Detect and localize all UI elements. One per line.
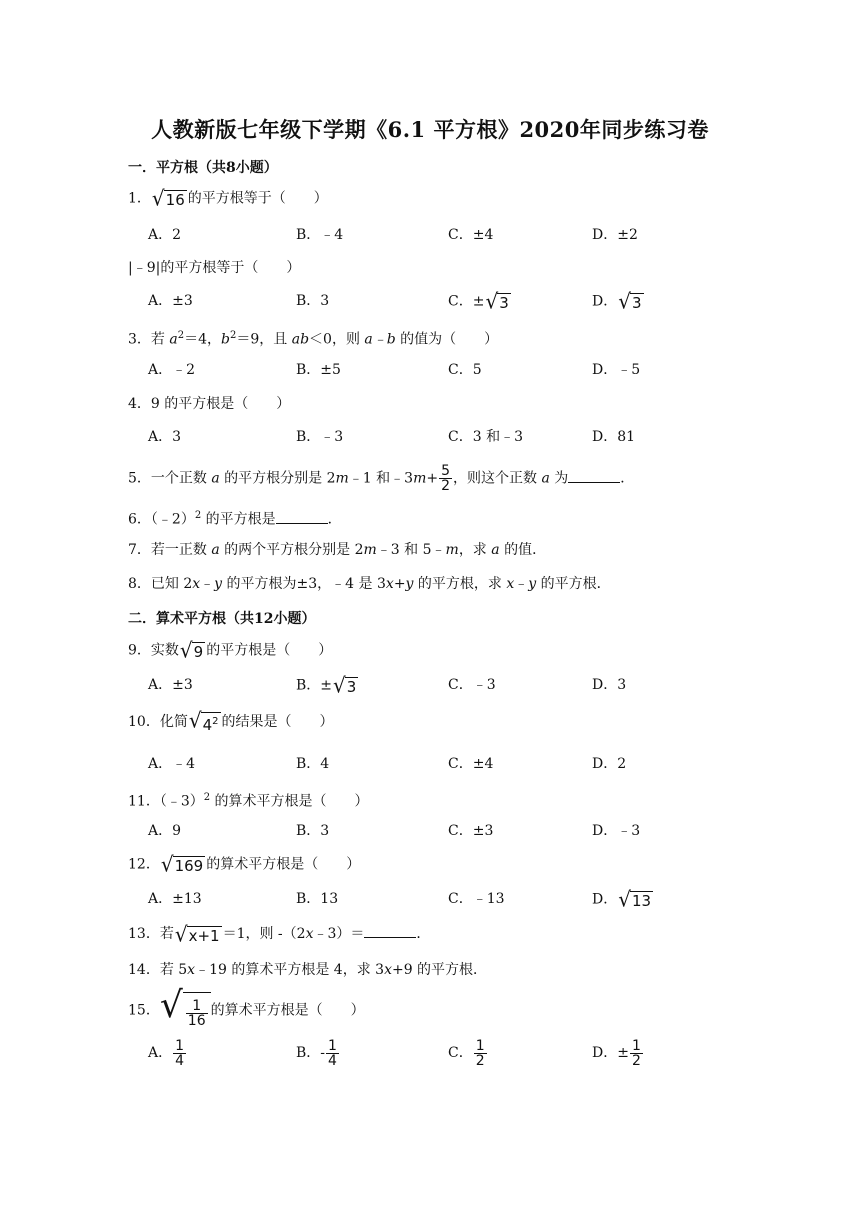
question-11-options: [148, 821, 708, 845]
question-4: 4．9 的平方根是（ ）: [128, 396, 291, 412]
sqrt-symbol: √ 3: [618, 288, 642, 314]
option-a: A．±13: [148, 891, 202, 907]
question-12-options: [148, 886, 708, 913]
question-4-options: [148, 427, 708, 451]
fraction: $\frac{1}{2}$: [631, 1037, 641, 1069]
option-d: D．﹣3: [592, 823, 641, 839]
question-5: 5．一个正数 a 的平方根分别是 2m﹣1 和﹣3m+ $\frac{5}{2}$ ，则这个正数 a 为 ．: [128, 463, 635, 494]
option-c: C．3 和﹣3: [448, 429, 523, 445]
option-c: C． $\frac{1}{2}$: [448, 1037, 485, 1069]
question-7: 7．若一正数 a 的两个平方根分别是 2m﹣3 和 5﹣m，求 a 的值．: [128, 542, 547, 558]
option-a: A．2: [148, 227, 182, 243]
question-1: 1． √ 16 的平方根等于（ ）: [128, 185, 328, 211]
sqrt-symbol: √ 13: [618, 886, 652, 912]
option-b: B．±5: [296, 362, 341, 378]
question-13: 13．若 √ x+1 ＝1，则 -（2x﹣3）＝ ．: [128, 920, 431, 947]
option-c: C．±3: [448, 823, 494, 839]
question-15: 15． √ $\frac{1}{16}$ 的算术平方根是（ ）: [128, 988, 365, 1033]
option-b: B．4: [296, 756, 330, 772]
option-a: A． $\frac{1}{4}$: [148, 1037, 185, 1069]
option-d: D． √ 3: [592, 288, 642, 314]
question-3: 3．若 $a^2=4$，$b^2=9$，且 ab＜0，则 a﹣b 的值为（ ）: [128, 330, 499, 348]
sqrt-symbol: √ x+1: [174, 920, 220, 947]
option-b: B．13: [296, 891, 339, 907]
question-1-options: [148, 225, 708, 249]
answer-blank: [364, 923, 416, 938]
option-b: B．﹣4: [296, 227, 344, 243]
option-c: C．±4: [448, 756, 494, 772]
option-c: C．﹣13: [448, 891, 505, 907]
question-2-options: [148, 288, 708, 315]
option-d: D．± $\frac{1}{2}$: [592, 1037, 641, 1069]
fraction: $\frac{5}{2}$: [441, 463, 451, 494]
option-b: B．- $\frac{1}{4}$: [296, 1037, 337, 1069]
question-11: 11．（﹣3）$^2$ 的算术平方根是（ ）: [128, 792, 369, 810]
option-b: B．3: [296, 293, 330, 309]
question-12: 12． √ 169 的算术平方根是（ ）: [128, 851, 361, 877]
option-d: D．2: [592, 756, 627, 772]
sqrt-symbol: √ $4^2$: [188, 707, 219, 734]
question-2: |﹣9|的平方根等于（ ）: [128, 260, 301, 276]
option-d: D．3: [592, 677, 627, 693]
sqrt-symbol: √ 16: [151, 185, 185, 211]
option-c: C．﹣3: [448, 677, 496, 693]
option-c: C．5: [448, 362, 482, 378]
option-d: D．81: [592, 429, 636, 445]
option-b: B．﹣3: [296, 429, 344, 445]
section-heading-1: 一．平方根（共8小题）: [128, 160, 278, 176]
fraction: $\frac{1}{16}$: [187, 997, 206, 1029]
fraction: $\frac{1}{4}$: [175, 1037, 185, 1069]
option-c: C．±4: [448, 227, 494, 243]
question-9: 9．实数 √ 9 的平方根是（ ）: [128, 637, 333, 663]
question-10: 10．化简 √ $4^2$ 的结果是（ ）: [128, 707, 334, 734]
sqrt-symbol: √ 3: [485, 288, 509, 314]
option-c: C．± √ 3: [448, 288, 509, 314]
option-a: A．±3: [148, 677, 193, 693]
sqrt-symbol: √ 3: [333, 672, 357, 698]
question-3-options: [148, 360, 708, 384]
question-8: 8．已知 2x﹣y 的平方根为±3，﹣4 是 3x+y 的平方根，求 x﹣y 的平方根．: [128, 576, 611, 592]
section-heading-2: 二．算术平方根（共12小题）: [128, 611, 316, 627]
option-a: A．﹣2: [148, 362, 196, 378]
option-a: A．±3: [148, 293, 193, 309]
answer-blank: [568, 468, 620, 483]
question-10-options: [148, 754, 708, 778]
sqrt-symbol: √ $\frac{1}{16}$: [160, 988, 211, 1033]
option-d: D． √ 13: [592, 886, 652, 912]
option-b: B．± √ 3: [296, 672, 357, 698]
option-a: A．3: [148, 429, 182, 445]
option-a: A．9: [148, 823, 182, 839]
option-d: D．﹣5: [592, 362, 641, 378]
answer-blank: [276, 509, 328, 524]
question-15-options: [148, 1036, 708, 1072]
option-b: B．3: [296, 823, 330, 839]
option-a: A．﹣4: [148, 756, 196, 772]
question-6: 6．（﹣2）$^2$ 的平方根是 ．: [128, 510, 342, 528]
question-9-options: [148, 672, 708, 699]
fraction: $\frac{1}{2}$: [475, 1037, 485, 1069]
page-title: 人教新版七年级下学期《6.1 平方根》2020年同步练习卷: [151, 117, 709, 142]
option-d: D．±2: [592, 227, 638, 243]
sqrt-symbol: √ 9: [179, 637, 204, 663]
question-14: 14．若 5x﹣19 的算术平方根是 4，求 3x+9 的平方根．: [128, 962, 488, 978]
fraction: $\frac{1}{4}$: [328, 1037, 337, 1069]
sqrt-symbol: √ 169: [160, 851, 204, 877]
